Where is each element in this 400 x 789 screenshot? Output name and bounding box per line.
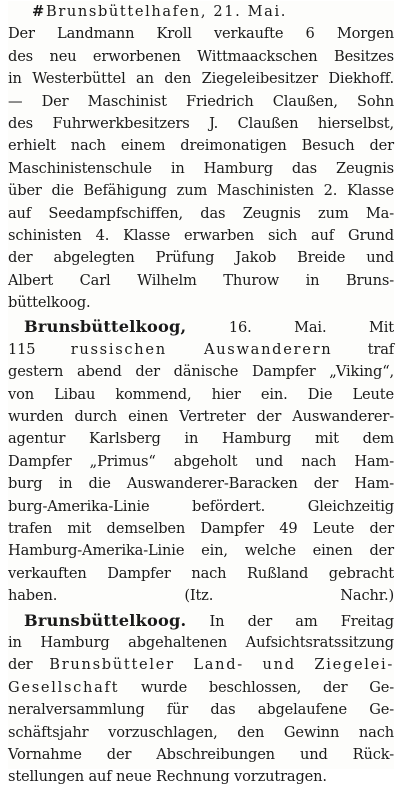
text-line: gestern abend der dänische Dampfer „Viking“, [8, 363, 394, 381]
text-line [8, 585, 394, 607]
article-brunsbuettelhafen [8, 1, 394, 314]
text-line: des Fuhrwerkbesitzers J. Claußen hierselbst, [8, 114, 394, 132]
text-line: in Hamburg abgehaltenen Aufsichtsratssitzung [8, 633, 394, 651]
spaced-text-run: Brunsbütteler Land- und Ziegelei- [49, 656, 394, 674]
source-attribution: (Itz. Nachr.) [184, 587, 394, 605]
text-line: burg-Amerika-Linie befördert. Gleichzeitig [8, 497, 394, 515]
text-run: In der am Freitag [209, 612, 394, 630]
article-place: Brunsbüttelkoog, [24, 317, 187, 337]
text-line: in Westerbüttel an den Ziegeleibesitzer Diekhoff. [8, 70, 394, 88]
hash-mark: # [32, 3, 45, 20]
text-run: 115 [8, 340, 36, 358]
text-line: Dampfer „Primus“ abgeholt und nach Ham- [8, 452, 394, 470]
article-brunsbuettelkoog-company [8, 610, 394, 789]
text-line: Albert Carl Wilhelm Thurow in Bruns- [8, 271, 394, 289]
text-line: der abgelegten Prüfung Jakob Breide und [8, 249, 394, 267]
text-run: traf [367, 340, 394, 358]
text-line: Der Landmann Kroll verkaufte 6 Morgen [8, 25, 394, 43]
article-dateline [8, 1, 394, 23]
text-line: erhielt nach einem dreimonatigen Besuch der [8, 137, 394, 155]
text-line: auf Seedampfschiffen, das Zeugnis zum Ma- [8, 204, 394, 222]
text-run: wurde beschlossen, der Ge- [140, 678, 394, 696]
text-run: der [8, 656, 33, 674]
article-place: Brunsbüttelkoog. [24, 610, 187, 630]
text-line: verkauften Dampfer nach Rußland gebracht [8, 564, 394, 582]
text-line: über die Befähigung zum Maschinisten 2. Klasse [8, 182, 394, 200]
text-line [8, 654, 394, 676]
text-line: schäftsjahr vorzuschlagen, den Gewinn nach [8, 723, 394, 741]
text-line: von Libau kommend, hier ein. Die Leute [8, 385, 394, 403]
article-date: 16. Mai. [228, 319, 327, 337]
article-heading-line [8, 316, 394, 338]
text-line: stellungen auf neue Rechnung vorzutragen. [8, 768, 327, 786]
text-line: des neu erworbenen Wittmaackschen Besitzes [8, 47, 394, 65]
text-run: Mit [368, 319, 394, 337]
article-date: 21. Mai. [213, 3, 287, 20]
text-line: agentur Karlsberg in Hamburg mit dem [8, 430, 394, 448]
text-line: burg in die Auswanderer-Baracken der Ham- [8, 475, 394, 493]
text-line: — Der Maschinist Friedrich Claußen, Sohn [8, 92, 394, 110]
article-brunsbuettelkoog-emigrants [8, 316, 394, 607]
text-line: trafen mit demselben Dampfer 49 Leute der [8, 519, 394, 537]
text-line [8, 677, 394, 699]
text-line [8, 339, 394, 361]
text-line: büttelkoog. [8, 294, 91, 312]
text-line: wurden durch einen Vertreter der Auswanderer- [8, 408, 394, 426]
text-line: Hamburg-Amerika-Linie ein, welche einen der [8, 542, 394, 560]
article-place: Brunsbüttelhafen, [46, 3, 208, 20]
text-line: Maschinistenschule in Hamburg das Zeugnis [8, 159, 394, 177]
spaced-text-run: russischen Auswanderern [70, 340, 333, 358]
spaced-text-run: Gesellschaft [8, 678, 120, 696]
text-line: neralversammlung für das abgelaufene Ge- [8, 701, 394, 719]
article-heading-line [8, 610, 394, 632]
newspaper-clipping [8, 1, 394, 786]
text-line: schinisten 4. Klasse erwarben sich auf Grund [8, 226, 394, 244]
text-run: haben. [8, 587, 58, 605]
text-line: Vornahme der Abschreibungen und Rück- [8, 745, 394, 763]
